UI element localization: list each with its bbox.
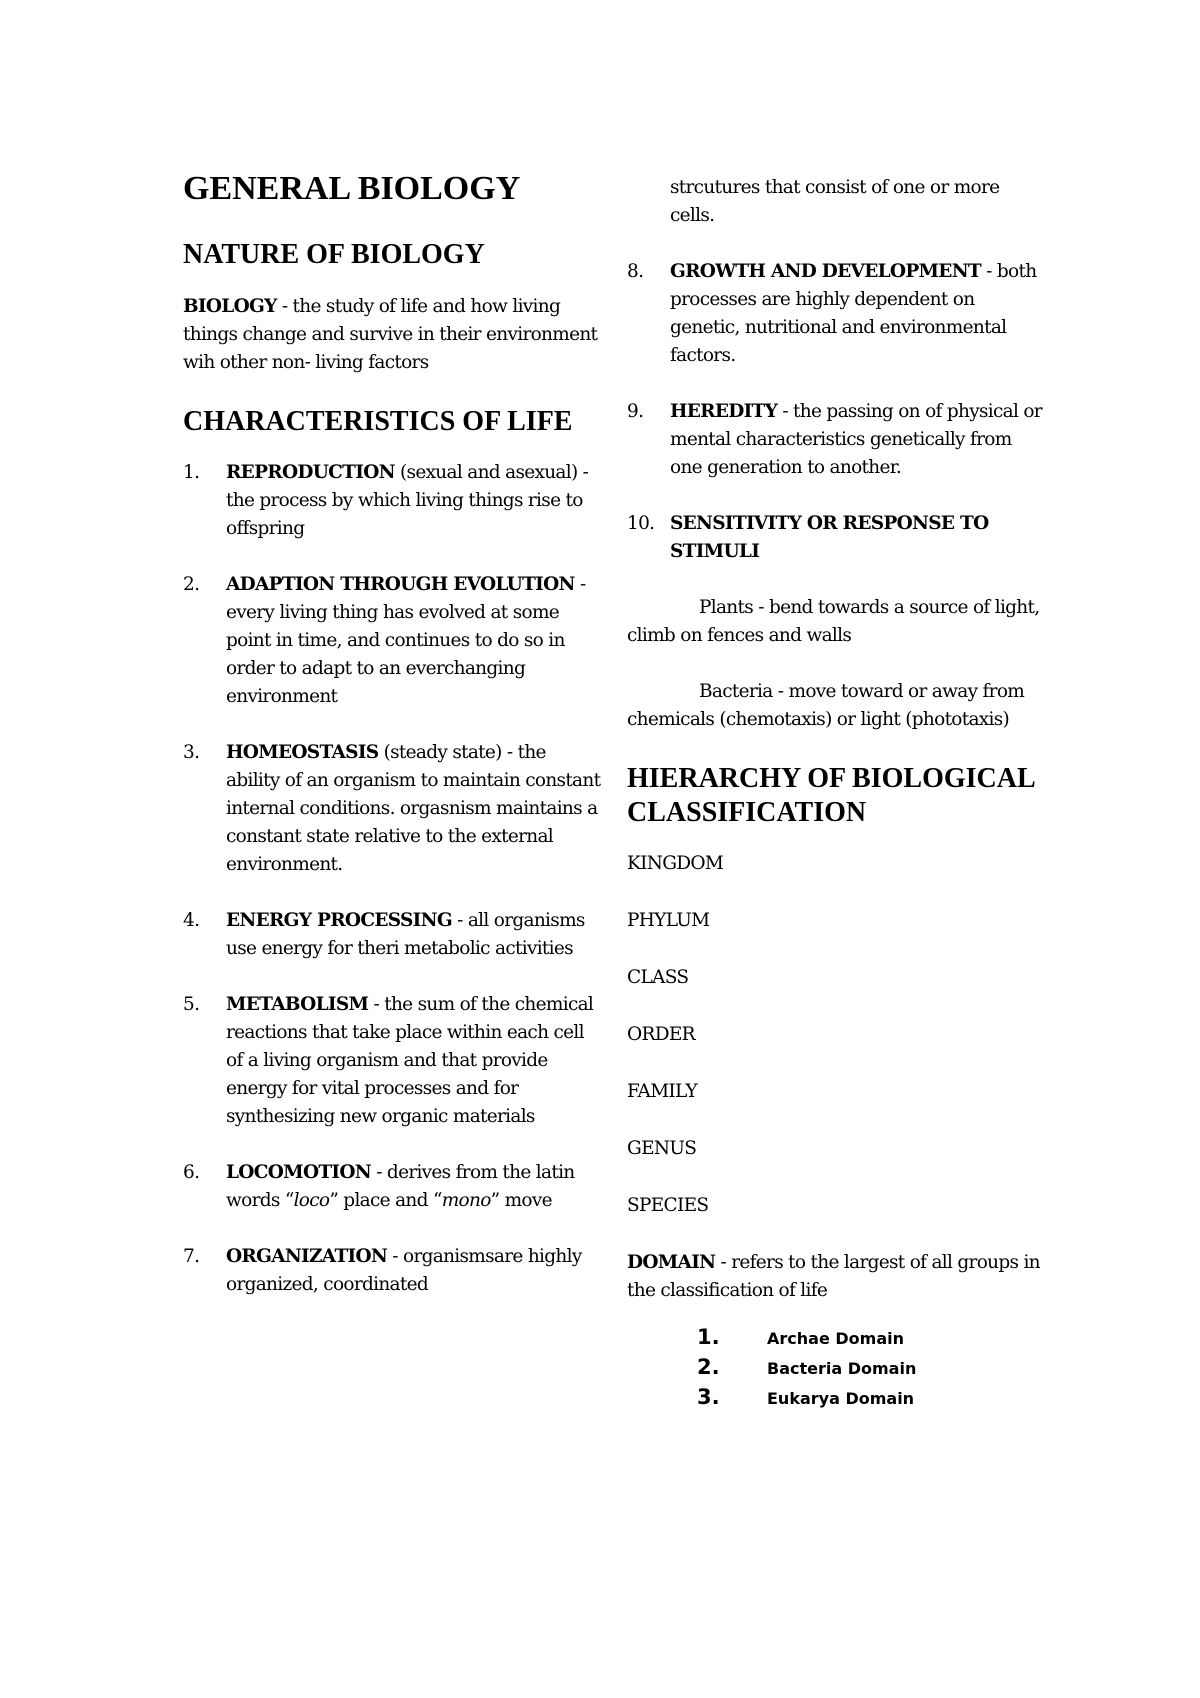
list-number: 8. xyxy=(627,261,644,282)
rank-species: SPECIES xyxy=(627,1195,709,1216)
rank-family: FAMILY xyxy=(627,1081,697,1102)
domain-item xyxy=(697,1325,1047,1355)
domain-list xyxy=(697,1325,1047,1415)
list-number: 9. xyxy=(627,401,644,422)
rank-phylum: PHYLUM xyxy=(627,910,710,931)
biology-definition xyxy=(183,293,603,377)
example-plants: Plants - bend towards a source of light, climb on fences and walls xyxy=(627,597,1040,646)
list-number: 1. xyxy=(183,462,200,483)
list-text: (sexual and asexual) - the process by which living things rise to offspring xyxy=(226,462,589,539)
list-text: ” place and “ xyxy=(329,1190,442,1211)
list-item-adaption xyxy=(183,571,603,711)
list-text: ” move xyxy=(490,1190,552,1211)
list-text: - the passing on of physical or mental characteristics genetically from one generation to another. xyxy=(670,401,1042,478)
list-number: 10. xyxy=(627,513,655,534)
biology-definition-text: - the study of life and how living things change and survive in their environment wih other non- living factors xyxy=(183,296,598,373)
list-number: 4. xyxy=(183,910,200,931)
domain-definition-text: - refers to the largest of all groups in the classification of life xyxy=(627,1252,1040,1301)
list-term: REPRODUCTION xyxy=(226,462,395,483)
rank-order: ORDER xyxy=(627,1024,695,1045)
list-item-sensitivity xyxy=(627,510,1047,566)
list-text: - both processes are highly dependent on genetic, nutritional and environmental factors. xyxy=(670,261,1037,366)
list-item-organization-continued xyxy=(627,174,1047,230)
list-term: LOCOMOTION xyxy=(226,1162,372,1183)
domain-item xyxy=(697,1355,1047,1385)
domain-label: Archae Domain xyxy=(767,1329,904,1348)
list-text: - organismsare highly organized, coordinated xyxy=(226,1246,582,1295)
list-number: 7. xyxy=(183,1246,200,1267)
list-term: HEREDITY xyxy=(670,401,778,422)
rank-genus: GENUS xyxy=(627,1138,697,1159)
list-text: - the sum of the chemical reactions that take place within each cell of a living organism and that provide energy for vital processes and for synthesizing new organic materials xyxy=(226,994,594,1127)
right-column xyxy=(627,174,1047,1415)
list-text: - all organisms use energy for theri metabolic activities xyxy=(226,910,585,959)
list-item-locomotion xyxy=(183,1159,603,1215)
list-item-growth xyxy=(627,258,1047,370)
domain-number: 1. xyxy=(697,1325,720,1349)
list-text: (steady state) - the ability of an organism to maintain constant internal conditions. orgasnism maintains a constant state relative to the external environment. xyxy=(226,742,601,875)
list-term: ADAPTION THROUGH EVOLUTION xyxy=(226,574,575,595)
domain-number: 3. xyxy=(697,1385,720,1409)
domain-label: Eukarya Domain xyxy=(767,1389,915,1408)
list-term: ORGANIZATION xyxy=(226,1246,388,1267)
domain-definition xyxy=(627,1249,1047,1305)
list-item-organization xyxy=(183,1243,603,1299)
domain-number: 2. xyxy=(697,1355,720,1379)
list-item-heredity xyxy=(627,398,1047,482)
biology-term: BIOLOGY xyxy=(183,296,277,317)
hierarchy-heading: HIERARCHY OF BIOLOGICAL CLASSIFICATION xyxy=(627,763,1035,828)
document-title: GENERAL BIOLOGY xyxy=(183,170,521,207)
loco-word: loco xyxy=(293,1190,330,1211)
domain-term: DOMAIN xyxy=(627,1252,716,1273)
list-number: 3. xyxy=(183,742,200,763)
list-number: 6. xyxy=(183,1162,200,1183)
list-item-energy-processing xyxy=(183,907,603,963)
list-text: - every living thing has evolved at some point in time, and continues to do so in order to adapt to an everchanging environment xyxy=(226,574,586,707)
list-text: - derives from the latin words “ xyxy=(226,1162,575,1211)
list-item-homeostasis xyxy=(183,739,603,879)
nature-heading: NATURE OF BIOLOGY xyxy=(183,239,485,270)
list-term: METABOLISM xyxy=(226,994,369,1015)
example-bacteria: Bacteria - move toward or away from chemicals (chemotaxis) or light (phototaxis) xyxy=(627,681,1025,730)
list-number: 5. xyxy=(183,994,200,1015)
list-term: ENERGY PROCESSING xyxy=(226,910,452,931)
rank-kingdom: KINGDOM xyxy=(627,853,724,874)
rank-class: CLASS xyxy=(627,967,689,988)
characteristics-heading: CHARACTERISTICS OF LIFE xyxy=(183,406,573,437)
list-term: SENSITIVITY OR RESPONSE TO STIMULI xyxy=(670,513,989,562)
list-text: strcutures that consist of one or more cells. xyxy=(670,177,1000,226)
list-term: HOMEOSTASIS xyxy=(226,742,379,763)
domain-item xyxy=(697,1385,1047,1415)
list-item-metabolism xyxy=(183,991,603,1131)
list-term: GROWTH AND DEVELOPMENT xyxy=(670,261,981,282)
mono-word: mono xyxy=(441,1190,491,1211)
left-column xyxy=(183,170,603,1327)
list-item-reproduction xyxy=(183,459,603,543)
domain-label: Bacteria Domain xyxy=(767,1359,917,1378)
list-number: 2. xyxy=(183,574,200,595)
